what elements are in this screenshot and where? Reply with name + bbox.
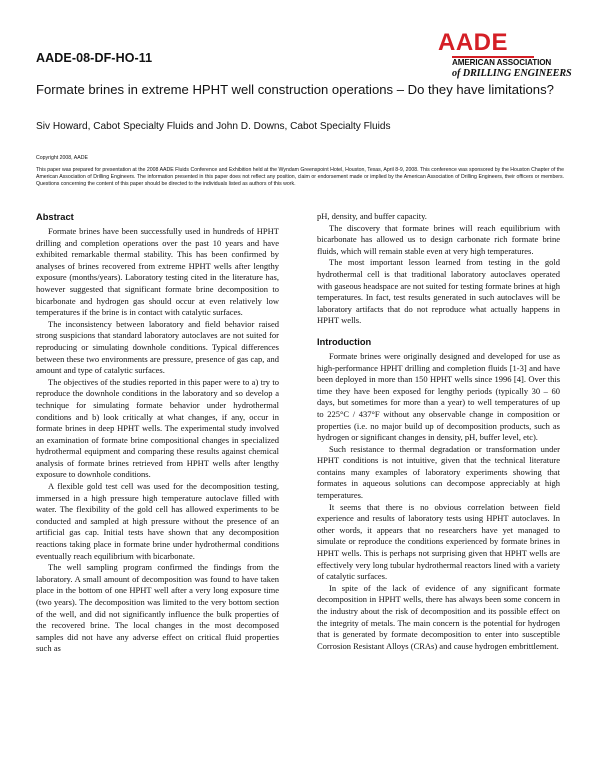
abstract-paragraph: The inconsistency between laboratory and field behavior raised strong suspicions that standard laboratory autoclaves are not suited for reproducing or simulating downhole conditions. Typical differences between these two environments are pressure, presence of gas cap, and amount and type of catalytic surfaces. (36, 318, 279, 376)
abstract-heading: Abstract (36, 212, 74, 222)
introduction-heading: Introduction (317, 336, 372, 347)
abstract-paragraph: Formate brines have been successfully used in hundreds of HPHT drilling and completion operations over the past 10 years and have exhibited remarkable thermal stability. This has been confirmed by analyses of brines recovered from extreme HPHT wells after lengthy exposure (months/years). Laboratory testing cited in the literature has, however suggested that significant formate brine decomposition to bicarbonate and hydrogen gas should occur at even relatively low temperatures if the brine is in contact with catalytic surfaces. (36, 226, 279, 318)
right-column (317, 211, 560, 652)
introduction-paragraph: Formate brines were originally designed and developed for use as high-performance HPHT drilling and completion fluids [1-3] and have been deployed in more than 150 HPHT wells since 1996 [4]. Over this time they have been exposed for lengthy periods (typically 30 – 60 days, but sometimes for more than a year) to well temperatures of up to 225°C / 437°F without any observable change in composition or properties (i.e. no major build up of decomposition products, such as hydrogen or significant changes in density, pH, buffer level, etc). (317, 350, 560, 443)
paper-title: Formate brines in extreme HPHT well construction operations – Do they have limitations? (36, 82, 554, 97)
abstract-paragraph: The well sampling program confirmed the findings from the laboratory. A small amount of decomposition was found to have taken place in the bottom of one HPHT well after a very long exposure time (two years). The decomposition was limited to the very bottom section of the well, and did not significantly influence the bulk properties of the recovered brine. The local changes in the most decomposed samples did not have any adverse effect on critical fluid properties such as (36, 562, 279, 654)
paper-authors: Siv Howard, Cabot Specialty Fluids and John D. Downs, Cabot Specialty Fluids (36, 121, 391, 132)
abstract-paragraph: A flexible gold test cell was used for the decomposition testing, immersed in a high pressure high temperature autoclave filled with water. The flexibility of the gold cell has allowed experiments to be conducted and sampled at high pressure without the presence of an artificial gas cap. Initial tests have shown that any decomposition reactions taking place in formate brine under hydrothermal conditions eventually reach equilibrium with bicarbonate. (36, 481, 279, 561)
abstract-paragraph: The discovery that formate brines will reach equilibrium with bicarbonate has allowed us to design carbonate rich formate brine fluids, which will remain stable even at very high temperatures. (317, 222, 560, 256)
document-id: AADE-08-DF-HO-11 (36, 51, 153, 65)
logo-org-line1: AMERICAN ASSOCIATION (452, 58, 552, 67)
aade-logo (438, 30, 570, 86)
copyright-notice: Copyright 2008, AADE (36, 155, 88, 161)
left-column (36, 211, 279, 655)
introduction-paragraph: In spite of the lack of evidence of any significant formate decomposition in HPHT wells, there has always been some concern in the industry about the risk of decomposition and its possible effect on the integrity of metals. The main concern is the potential for hydrogen that is generated by formate decomposition to enter into susceptible Corrosion Resistant Alloys (CRAs) and cause hydrogen embrittlement. (317, 582, 560, 651)
abstract-paragraph: The objectives of the studies reported in this paper were to a) try to reproduce the downhole conditions in the laboratory and so develop a technique for simulating formate behavior under hydrothermal conditions and b) look critically at what changes, if any, occur in formate brines in deep HPHT wells. The experimental study involved an examination of formate brine compositional changes in specialized hydrothermal equipment and comparing these results against chemical analysis of formate brines retrieved from HPHT wells after lengthy exposure to downhole conditions. (36, 376, 279, 480)
introduction-paragraph: Such resistance to thermal degradation or transformation under HPHT conditions is not intuitive, given that the technical literature contains many examples of laboratory experiments showing that formates in aqueous solutions can decompose appreciably at high temperatures. (317, 443, 560, 501)
introduction-paragraph: It seems that there is no obvious correlation between field experience and results of laboratory tests using HPHT autoclaves. In other words, it appears that no researchers have yet managed to simulate or reproduce the conditions experienced by formate brines in HPHT wells. This is perhaps not surprising given that HPHT wells are effectively very long tubular hydrothermal reactors lined with a variety of catalytic surfaces. (317, 501, 560, 582)
disclaimer-text: This paper was prepared for presentation at the 2008 AADE Fluids Conference and Exhibition held at the Wyndam Greenspoint Hotel, Houston, Texas, April 8-9, 2008. This conference was sponsored by the Houston Chapter of the American Association of Drilling Engineers. The information presented in this paper does not reflect any position, claim or endorsement made or implied by the American Association of Drilling Engineers, their officers or members. Questions concerning the content of this paper should be directed to the individuals listed as authors of this work. (36, 167, 564, 187)
abstract-paragraph: The most important lesson learned from testing in the gold hydrothermal cell is that traditional laboratory autoclaves operated with gaseous headspace are not suited for testing formate brines at high temperatures. In fact, test results generated in such autoclaves will be laboratory artifacts that do not reproduce what actually happens in HPHT wells. (317, 257, 560, 326)
logo-mark: AADE (438, 29, 509, 56)
abstract-continuation: pH, density, and buffer capacity. (317, 211, 427, 221)
logo-org-line2: of DRILLING ENGINEERS (452, 68, 572, 79)
